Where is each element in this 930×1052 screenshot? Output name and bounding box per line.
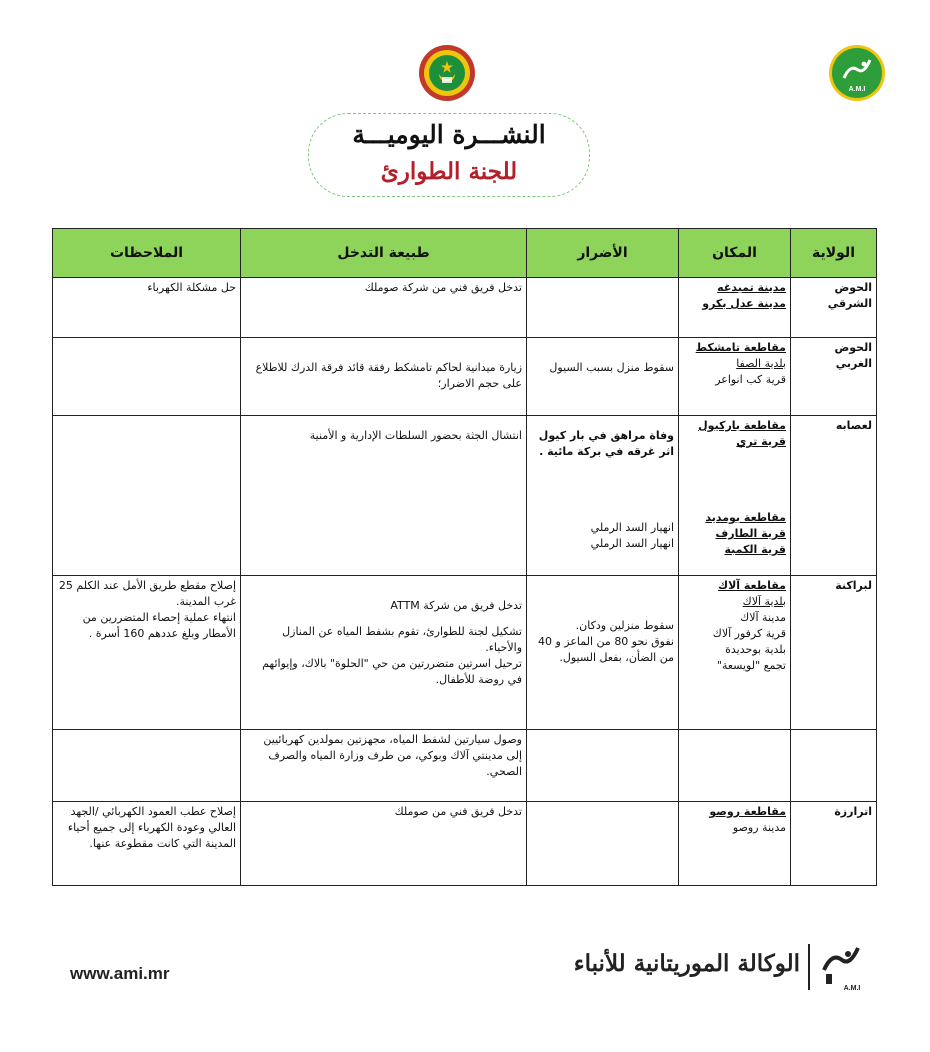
notes-cell <box>53 802 241 886</box>
ami-agency-logo-icon <box>828 44 886 102</box>
damage-cell <box>527 730 679 802</box>
damage-cell <box>527 576 679 730</box>
state-cell: اترارزة <box>791 802 877 886</box>
damage-cell <box>527 338 679 416</box>
place-name: قرية كب انواعر <box>715 373 786 386</box>
note-text: حل مشكلة الكهرباء <box>147 281 236 294</box>
table-row <box>53 730 877 802</box>
page-subtitle: للجنة الطوارئ <box>380 158 518 185</box>
damage-cell <box>527 278 679 338</box>
damage-cell <box>527 416 679 576</box>
damage-text: انهيار السد الرملي <box>590 537 674 550</box>
column-header-state: الولاية <box>791 229 877 278</box>
intervention-text: تدخل فريق من شركة ATTM <box>390 599 522 612</box>
place-name: مقاطعة تامشكط <box>695 341 786 354</box>
intervention-cell <box>241 338 527 416</box>
column-header-notes: الملاحظات <box>53 229 241 278</box>
intervention-text: ترحيل اسرتين متضررتين من حي "الحلوة" بالاك، وإيوائهم في روضة للأطفال. <box>262 657 522 686</box>
mauritania-seal-icon <box>418 44 476 102</box>
intervention-text: تدخل فريق فني من صوملك <box>394 805 522 818</box>
place-cell <box>679 576 791 730</box>
svg-text:A.M.I: A.M.I <box>848 86 866 93</box>
place-name: قرية تري <box>736 435 786 448</box>
intervention-text: زيارة ميدانية لحاكم تامشكط رفقة قائد فرقة الدرك للاطلاع على حجم الاضرار؛ <box>255 361 522 390</box>
place-cell <box>679 278 791 338</box>
intervention-cell <box>241 576 527 730</box>
place-name: قرية الطارف <box>715 527 786 540</box>
intervention-text: تدخل فريق فني من شركة صوملك <box>364 281 522 294</box>
place-name: تجمع "لويسعة" <box>716 659 786 672</box>
intervention-cell <box>241 730 527 802</box>
notes-cell <box>53 338 241 416</box>
place-name: قرية الكمبة <box>724 543 786 556</box>
table-row <box>53 416 877 576</box>
column-header-place: المكان <box>679 229 791 278</box>
place-cell <box>679 338 791 416</box>
intervention-cell <box>241 278 527 338</box>
state-cell <box>791 730 877 802</box>
footer-website-link[interactable]: www.ami.mr <box>70 964 170 983</box>
place-name: مدينة تمبدغه <box>717 281 786 294</box>
notes-cell <box>53 278 241 338</box>
table-row <box>53 278 877 338</box>
place-cell <box>679 416 791 576</box>
intervention-cell <box>241 802 527 886</box>
footer-agency-name: الوكالة الموريتانية للأنباء <box>573 950 800 977</box>
place-name: مدينة عدل بكرو <box>702 297 786 310</box>
table-header-row <box>53 229 877 278</box>
state-cell: لبراكنة <box>791 576 877 730</box>
place-name: مقاطعة آلاك <box>718 579 786 592</box>
table-row <box>53 576 877 730</box>
intervention-cell <box>241 416 527 576</box>
state-cell: لعصابه <box>791 416 877 576</box>
damage-text: وفاة مراهق في بار كيول اثر غرقه في بركة مائية . <box>538 429 674 458</box>
notes-cell <box>53 576 241 730</box>
note-text: إصلاح مقطع طريق الأمل عند الكلم 25 غرب المدينة. <box>58 579 236 608</box>
state-cell: الحوض الغربي <box>791 338 877 416</box>
intervention-text: تشكيل لجنة للطوارئ، تقوم بشفط المياه عن المنازل والأحياء. <box>282 625 522 654</box>
place-cell <box>679 802 791 886</box>
table-row <box>53 338 877 416</box>
svg-text:A.M.I: A.M.I <box>843 985 861 992</box>
footer-divider <box>808 944 810 990</box>
note-text: انتهاء عملية إحصاء المتضررين من الأمطار وبلغ عددهم 160 أسرة . <box>82 611 236 640</box>
intervention-text: انتشال الجثة بحضور السلطات الإدارية و الأمنية <box>309 429 522 442</box>
damage-text: سقوط منزل بسبب السيول <box>549 361 674 374</box>
notes-cell <box>53 730 241 802</box>
intervention-text: وصول سيارتين لشفط المياه، مجهزتين بمولدين كهربائيين إلى مدينتي آلاك وبوكي، من طرف وزارة المياه والصرف الصحي. <box>263 733 522 778</box>
place-name: بلدية بوحديدة <box>725 643 786 656</box>
note-text: إصلاح عطب العمود الكهربائي /الجهد العالي وعودة الكهرباء إلى جميع أحياء المدينة التي كانت مقطوعة عنها. <box>67 805 236 850</box>
damage-text: سقوط منزلين ودكان. <box>575 619 674 632</box>
damage-text: نفوق نحو 80 من الماعز و 40 من الضأن، بفعل السيول. <box>537 635 674 664</box>
notes-cell <box>53 416 241 576</box>
place-name: بلدية الصفا <box>736 357 786 370</box>
place-cell <box>679 730 791 802</box>
column-header-damage: الأضرار <box>527 229 679 278</box>
bulletin-title-box <box>308 113 590 197</box>
page-title: النشـــرة اليوميـــة <box>352 120 546 149</box>
emergency-report-table <box>52 228 877 886</box>
place-name: قرية كرفور آلاك <box>712 627 786 640</box>
table-row <box>53 802 877 886</box>
place-name: مدينة روصو <box>732 821 786 834</box>
ami-footer-logo-icon <box>818 940 866 992</box>
column-header-intervention: طبيعة التدخل <box>241 229 527 278</box>
place-name: مدينة آلاك <box>740 611 786 624</box>
place-name: مقاطعة بومديد <box>705 511 786 524</box>
place-name: مقاطعة باركيول <box>698 419 786 432</box>
place-name: مقاطعة روصو <box>709 805 786 818</box>
state-cell: الحوض الشرقي <box>791 278 877 338</box>
place-name: بلدية آلاك <box>742 595 786 608</box>
damage-text: انهيار السد الرملي <box>590 521 674 534</box>
damage-cell <box>527 802 679 886</box>
